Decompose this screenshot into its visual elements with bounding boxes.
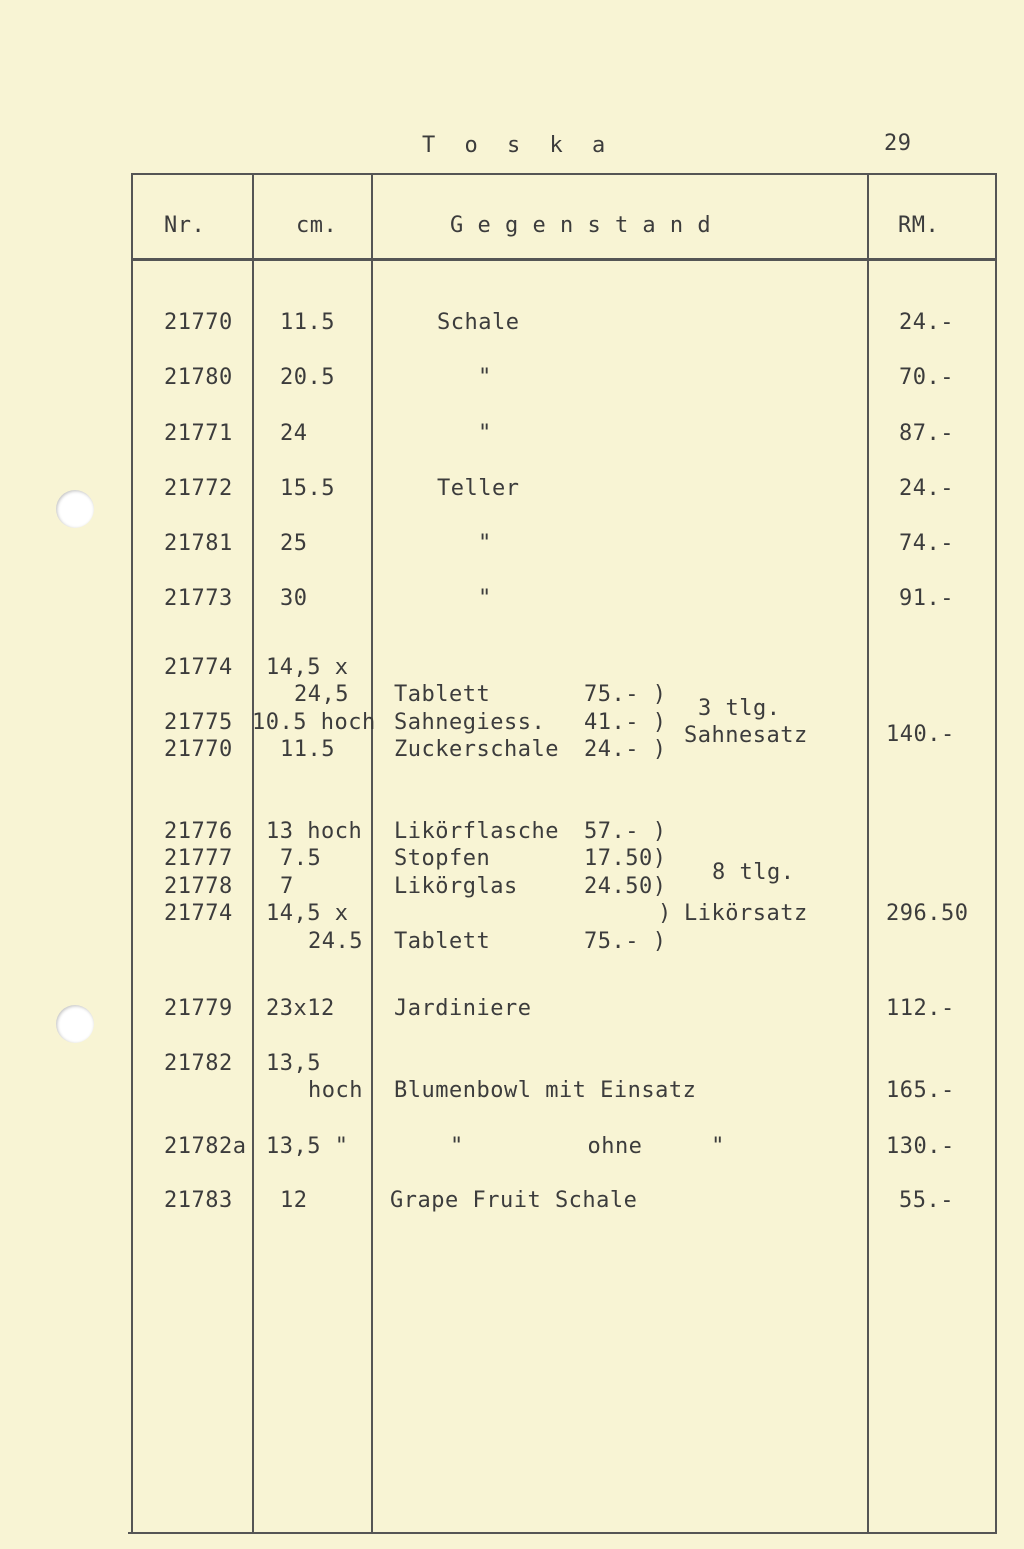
set-line-item: Tablett [394, 929, 491, 954]
row-cm: 15.5 [280, 476, 335, 501]
row-cm: 12 [280, 1188, 308, 1213]
set-line-cm: 13 hoch [266, 819, 363, 844]
page-number: 29 [884, 131, 912, 156]
set-line-item: Tablett [394, 682, 491, 707]
row-cm: 11.5 [280, 310, 335, 335]
set-line-price: ) [658, 901, 672, 926]
set-line-item: Likörflasche [394, 819, 559, 844]
row-cm: 20.5 [280, 365, 335, 390]
row-item: " [478, 365, 492, 390]
set-label-count: 3 tlg. [698, 696, 781, 721]
set-label-name: Likörsatz [684, 901, 808, 926]
set-rm: 296.50 [886, 901, 969, 926]
column-header-nr: Nr. [164, 213, 206, 238]
row-rm: 74.- [899, 531, 954, 556]
set-line-nr: 21776 [164, 819, 233, 844]
row-item: Blumenbowl mit Einsatz [394, 1078, 697, 1103]
row-rm: 130.- [886, 1134, 955, 1159]
set-rm: 140.- [886, 722, 955, 747]
punch-hole-bottom [56, 1005, 94, 1043]
set-line-cm: 11.5 [280, 737, 335, 762]
row-rm: 24.- [899, 476, 954, 501]
row-cm: 24 [280, 421, 308, 446]
set-line-item: Likörglas [394, 874, 518, 899]
row-item: " ohne " [450, 1134, 725, 1159]
row-rm: 87.- [899, 421, 954, 446]
set-line-item: Zuckerschale [394, 737, 559, 762]
row-rm: 70.- [899, 365, 954, 390]
row-nr: 21782a [164, 1134, 247, 1159]
set-line-nr: 21774 [164, 901, 233, 926]
row-rm: 165.- [886, 1078, 955, 1103]
punch-hole-top [56, 490, 94, 528]
set-line-item: Stopfen [394, 846, 491, 871]
row-nr: 21772 [164, 476, 233, 501]
set-line-price: 24.50) [584, 874, 667, 899]
set-line-price: 75.- ) [584, 682, 667, 707]
set-line-price: 75.- ) [584, 929, 667, 954]
row-nr: 21771 [164, 421, 233, 446]
row-rm: 112.- [886, 996, 955, 1021]
row-nr: 21781 [164, 531, 233, 556]
row-cm: 23x12 [266, 996, 335, 1021]
set-line-price: 17.50) [584, 846, 667, 871]
page-title: T o s k a [422, 133, 614, 158]
column-header-rm: RM. [898, 213, 940, 238]
row-nr: 21770 [164, 310, 233, 335]
row-nr: 21783 [164, 1188, 233, 1213]
column-header-gegenstand: G e g e n s t a n d [450, 213, 712, 238]
row-cm: 13,5 [266, 1051, 321, 1076]
set-line-cm: 14,5 x [266, 901, 349, 926]
set-line-price: 24.- ) [584, 737, 667, 762]
row-item: " [478, 421, 492, 446]
row-item: Grape Fruit Schale [390, 1188, 638, 1213]
row-nr: 21779 [164, 996, 233, 1021]
row-rm: 91.- [899, 586, 954, 611]
row-rm: 24.- [899, 310, 954, 335]
set-line-cm: 24,5 [294, 682, 349, 707]
row-item: Teller [437, 476, 520, 501]
row-cm: 13,5 " [266, 1134, 349, 1159]
row-nr: 21780 [164, 365, 233, 390]
set-line-nr: 21777 [164, 846, 233, 871]
set-label-count: 8 tlg. [712, 860, 795, 885]
set-line-nr: 21778 [164, 874, 233, 899]
row-item: " [478, 586, 492, 611]
set-line-cm: 14,5 x [266, 655, 349, 680]
set-line-nr: 21775 [164, 710, 233, 735]
row-item: Jardiniere [394, 996, 532, 1021]
row-item: " [478, 531, 492, 556]
row-item: Schale [437, 310, 520, 335]
row-cm: 25 [280, 531, 308, 556]
set-line-cm: 10.5 hoch [252, 710, 376, 735]
set-line-cm: 7 [280, 874, 294, 899]
set-line-nr: 21774 [164, 655, 233, 680]
row-nr: 21782 [164, 1051, 233, 1076]
row-rm: 55.- [899, 1188, 954, 1213]
set-line-price: 57.- ) [584, 819, 667, 844]
row-cm: 30 [280, 586, 308, 611]
set-line-nr: 21770 [164, 737, 233, 762]
set-label-name: Sahnesatz [684, 723, 808, 748]
row-cm-continued: hoch [308, 1078, 363, 1103]
row-nr: 21773 [164, 586, 233, 611]
set-line-cm: 24.5 [308, 929, 363, 954]
set-line-item: Sahnegiess. [394, 710, 546, 735]
set-line-cm: 7.5 [280, 846, 322, 871]
set-line-price: 41.- ) [584, 710, 667, 735]
column-header-cm: cm. [296, 213, 338, 238]
